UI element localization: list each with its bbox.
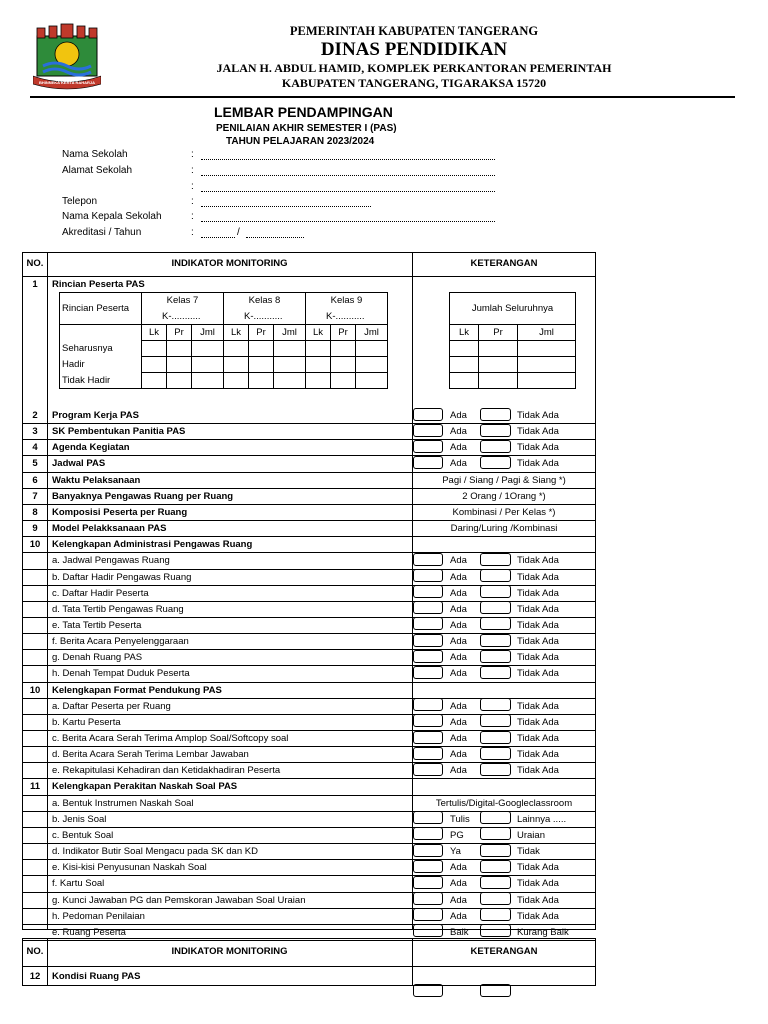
akreditasi-separator: / [237, 227, 240, 238]
checkbox-option-2[interactable] [480, 424, 511, 437]
checkbox-option-1[interactable] [413, 634, 443, 647]
indicator-label: a. Daftar Peserta per Ruang [52, 700, 171, 712]
option-2-label: Tidak Ada [517, 878, 559, 890]
option-1-label: Ada [450, 555, 467, 567]
checkbox-option-2[interactable] [480, 924, 511, 937]
checkbox-option-2[interactable] [480, 408, 511, 421]
cell[interactable] [274, 357, 306, 373]
cell[interactable] [306, 357, 331, 373]
indicator-label: b. Jenis Soal [52, 813, 107, 825]
rincian-title: Rincian Peserta PAS [52, 279, 145, 290]
alamat-sekolah-field[interactable] [201, 168, 495, 176]
checkbox-option-1[interactable] [413, 585, 443, 598]
kelas-9-k[interactable]: K-........... [306, 309, 388, 325]
option-1-label: Ada [450, 458, 467, 470]
option-2-label: Uraian [517, 829, 545, 841]
checkbox-option-1[interactable] [413, 569, 443, 582]
cell[interactable] [479, 341, 518, 357]
indicator-label: Agenda Kegiatan [52, 442, 130, 454]
row-divider [22, 778, 596, 779]
checkbox-option-1[interactable] [413, 731, 443, 744]
indicator-label: Komposisi Peserta per Ruang [52, 506, 188, 518]
indicator-label: d. Tata Tertib Pengawas Ruang [52, 603, 184, 615]
checkbox-option-2[interactable] [480, 585, 511, 598]
option-1-label: Ada [450, 700, 467, 712]
col-header-keterangan: KETERANGAN [470, 946, 538, 957]
header-address-1: JALAN H. ABDUL HAMID, KOMPLEK PERKANTORAN PEMERINTAH [216, 61, 612, 75]
indicator-label: Kelengkapan Administrasi Pengawas Ruang [52, 539, 253, 551]
option-2-label: Tidak Ada [517, 603, 559, 615]
option-2-label: Kurang Baik [517, 926, 569, 938]
option-2-label: Tidak Ada [517, 652, 559, 664]
option-1-label: Ada [450, 765, 467, 777]
cell[interactable] [249, 357, 274, 373]
indicator-label: Model Pelakksanaan PAS [52, 523, 167, 535]
cell[interactable] [306, 373, 331, 389]
sub-lk: Lk [224, 325, 249, 341]
option-1-label: Ada [450, 749, 467, 761]
cell[interactable] [167, 373, 192, 389]
row-divider [22, 682, 596, 683]
item-number: 6 [32, 474, 38, 486]
indicator-label: e. Rekapitulasi Kehadiran dan Ketidakhadiran Peserta [52, 765, 281, 777]
option-1-label: Ada [450, 571, 467, 583]
rincian-peserta-label: Rincian Peserta [60, 293, 142, 325]
cell[interactable] [356, 341, 388, 357]
telepon-field[interactable] [201, 199, 371, 207]
checkbox-option-1[interactable] [413, 714, 443, 727]
checkbox-option-2[interactable] [480, 569, 511, 582]
indicator-label: c. Daftar Hadir Peserta [52, 587, 149, 599]
option-2-label: Tidak Ada [517, 571, 559, 583]
option-2-label: Tidak Ada [517, 458, 559, 470]
sub-jml: Jml [518, 325, 576, 341]
option-1-label: Ada [450, 442, 467, 454]
option-2-label: Tidak Ada [517, 555, 559, 567]
col-header-indikator: INDIKATOR MONITORING [171, 258, 288, 269]
indicator-label: c. Bentuk Soal [52, 829, 114, 841]
row-divider [22, 520, 596, 521]
indicator-label: b. Kartu Peserta [52, 716, 121, 728]
option-1-label: Ada [450, 619, 467, 631]
item-number: 10 [29, 539, 41, 551]
option-1-label: Baik [450, 926, 469, 938]
divider [22, 966, 596, 967]
item-number: 4 [32, 442, 38, 454]
indicator-label: e. Kisi-kisi Penyusunan Naskah Soal [52, 862, 207, 874]
option-2-label: Tidak Ada [517, 862, 559, 874]
item-number: 9 [32, 523, 38, 535]
sub-jml: Jml [274, 325, 306, 341]
col-header-no: NO. [26, 258, 44, 269]
checkbox-option-1[interactable] [413, 698, 443, 711]
cell[interactable] [142, 373, 167, 389]
checkbox-option-2[interactable] [480, 617, 511, 630]
indicator-label: Program Kerja PAS [52, 410, 139, 421]
checkbox-option-1[interactable] [413, 747, 443, 760]
checkbox-option-2[interactable] [480, 844, 511, 857]
header-rule [30, 96, 735, 98]
option-1-label: Ada [450, 910, 467, 922]
sub-jml: Jml [192, 325, 224, 341]
checkbox-option-2[interactable] [480, 747, 511, 760]
option-1-label: Ada [450, 878, 467, 890]
checkbox-option-1[interactable] [413, 617, 443, 630]
cell[interactable] [356, 373, 388, 389]
indicator-label: g. Kunci Jawaban PG dan Pemskoran Jawaban Soal Uraian [52, 894, 306, 906]
indicator-label: Banyaknya Pengawas Ruang per Ruang [52, 490, 234, 502]
indicator-label: f. Berita Acara Penyelenggaraan [52, 636, 189, 648]
option-2-label: Tidak Ada [517, 426, 559, 438]
colon: : [191, 211, 194, 222]
checkbox-option-2[interactable] [480, 601, 511, 614]
checkbox-option-2[interactable] [480, 811, 511, 824]
header-address-2: KABUPATEN TANGERANG, TIGARAKSA 15720 [281, 76, 547, 90]
item-number: 5 [32, 458, 38, 470]
document-year: TAHUN PELAJARAN 2023/2024 [226, 136, 375, 147]
cell[interactable] [306, 341, 331, 357]
checkbox-option-2[interactable] [480, 666, 511, 679]
cell[interactable] [450, 373, 479, 389]
label-telepon: Telepon [62, 196, 98, 207]
indicator-label: Jadwal PAS [52, 458, 106, 470]
kelas-7-k[interactable]: K-........... [142, 309, 224, 325]
option-1-label: Ada [450, 862, 467, 874]
cell[interactable] [450, 341, 479, 357]
indicator-label: Kelengkapan Format Pendukung PAS [52, 684, 222, 696]
option-1-label: Ada [450, 426, 467, 438]
checkbox-option-1[interactable] [413, 601, 443, 614]
col-header-indikator: INDIKATOR MONITORING [171, 946, 288, 957]
option-1-label: PG [450, 829, 464, 841]
option-2-label: Tidak Ada [517, 716, 559, 728]
option-1-label: Ada [450, 587, 467, 599]
col-header-no: NO. [26, 946, 44, 957]
cell[interactable] [450, 357, 479, 373]
checkbox-option-2[interactable] [480, 827, 511, 840]
indicator-label: c. Berita Acara Serah Terima Amplop Soal/Softcopy soal [52, 733, 289, 744]
label-akreditasi: Akreditasi / Tahun [62, 227, 142, 238]
document-subtitle: PENILAIAN AKHIR SEMESTER I (PAS) [216, 123, 397, 134]
sub-pr: Pr [479, 325, 518, 341]
item-number: 12 [29, 971, 41, 982]
checkbox-option-1[interactable] [413, 424, 443, 437]
item-number: 8 [32, 506, 38, 518]
cell[interactable] [249, 373, 274, 389]
keterangan-choice: Kombinasi / Per Kelas *) [452, 506, 556, 518]
checkbox-option-1[interactable] [413, 440, 443, 453]
checkbox-option-1[interactable] [413, 924, 443, 937]
item-number: 3 [32, 426, 38, 438]
checkbox-option-1[interactable] [413, 892, 443, 905]
cell[interactable] [192, 357, 224, 373]
keterangan-choice: Daring/Luring /Kombinasi [450, 523, 558, 535]
indicator-label: g. Denah Ruang PAS [52, 652, 143, 664]
item-number: 10 [29, 684, 41, 696]
option-1-label: Ada [450, 733, 467, 744]
colon: : [191, 196, 194, 207]
checkbox-option-2[interactable] [480, 731, 511, 744]
checkbox-option-2[interactable] [480, 908, 511, 921]
sub-pr: Pr [167, 325, 192, 341]
row-divider [22, 504, 596, 505]
option-2-label: Tidak Ada [517, 410, 559, 421]
sub-lk: Lk [142, 325, 167, 341]
checkbox-option-1[interactable] [413, 860, 443, 873]
colon: : [191, 149, 194, 160]
indicator-label: h. Denah Tempat Duduk Peserta [52, 668, 190, 680]
option-1-label: Tulis [450, 813, 470, 825]
cell[interactable] [479, 373, 518, 389]
item-number: 7 [32, 490, 38, 502]
row-hadir: Hadir [60, 357, 142, 373]
checkbox-option-2[interactable] [480, 650, 511, 663]
indicator-label: e. Tata Tertib Peserta [52, 619, 142, 631]
indicator-label: Waktu Pelaksanaan [52, 474, 141, 486]
option-1-label: Ada [450, 716, 467, 728]
colon: : [191, 165, 194, 176]
col-header-keterangan: KETERANGAN [470, 258, 538, 269]
jumlah-seluruhnya-table [449, 292, 576, 389]
cell[interactable] [142, 357, 167, 373]
indicator-label: a. Bentuk Instrumen Naskah Soal [52, 797, 194, 809]
checkbox-option-1[interactable] [413, 876, 443, 889]
cell[interactable] [274, 373, 306, 389]
cell[interactable] [224, 341, 249, 357]
checkbox-option-1[interactable] [413, 844, 443, 857]
option-2-label: Tidak Ada [517, 442, 559, 454]
akreditasi-field[interactable] [201, 230, 235, 238]
sub-pr: Pr [249, 325, 274, 341]
indicator-label: h. Pedoman Penilaian [52, 910, 145, 922]
kepala-sekolah-field[interactable] [201, 214, 495, 222]
option-1-label: Ada [450, 603, 467, 615]
divider [22, 276, 596, 277]
row-divider [22, 795, 596, 796]
indicator-label: e. Ruang Peserta [52, 926, 126, 938]
checkbox-option-1[interactable] [413, 666, 443, 679]
sub-pr: Pr [331, 325, 356, 341]
checkbox-option-1[interactable] [413, 811, 443, 824]
checkbox-option-1[interactable] [413, 553, 443, 566]
tahun-field[interactable] [246, 230, 304, 238]
option-2-label: Tidak Ada [517, 700, 559, 712]
cell[interactable] [167, 357, 192, 373]
option-2-label: Tidak Ada [517, 765, 559, 777]
checkbox-option-2[interactable] [480, 714, 511, 727]
cell[interactable] [356, 357, 388, 373]
option-2-label: Tidak Ada [517, 910, 559, 922]
checkbox-option-2[interactable] [480, 763, 511, 776]
checkbox-option-2[interactable] [480, 892, 511, 905]
option-2-label: Tidak Ada [517, 636, 559, 648]
indicator-label: d. Indikator Butir Soal Mengacu pada SK dan KD [52, 846, 258, 858]
cell[interactable] [224, 357, 249, 373]
document-title: LEMBAR PENDAMPINGAN [214, 104, 393, 120]
kondisi-ruang-title: Kondisi Ruang PAS [52, 971, 141, 982]
colon: : [191, 181, 194, 192]
kelas-7-header: Kelas 7 [142, 293, 224, 309]
logo-motto: BHINNEKA KERTA RAHARJA [38, 80, 96, 85]
checkbox-option-2[interactable] [480, 876, 511, 889]
option-2-label: Tidak Ada [517, 749, 559, 761]
keterangan-choice: 2 Orang / 1Orang *) [462, 490, 546, 502]
option-2-label: Tidak Ada [517, 619, 559, 631]
item-number: 1 [32, 279, 38, 290]
checkbox[interactable] [480, 984, 511, 997]
indicator-label: b. Daftar Hadir Pengawas Ruang [52, 571, 192, 583]
kelas-8-header: Kelas 8 [224, 293, 306, 309]
indicator-label: SK Pembentukan Panitia PAS [52, 426, 186, 438]
header-agency: DINAS PENDIDIKAN [320, 39, 508, 60]
row-divider [22, 472, 596, 473]
checkbox-option-2[interactable] [480, 440, 511, 453]
option-2-label: Tidak Ada [517, 587, 559, 599]
sub-jml: Jml [356, 325, 388, 341]
alamat-sekolah-field-2[interactable] [201, 184, 495, 192]
cell[interactable] [142, 341, 167, 357]
colon: : [191, 227, 194, 238]
cell[interactable] [192, 373, 224, 389]
rincian-peserta-table [59, 292, 388, 389]
cell[interactable] [331, 373, 356, 389]
option-1-label: Ada [450, 894, 467, 906]
indicator-label: Kelengkapan Perakitan Naskah Soal PAS [52, 781, 238, 793]
option-2-label: Tidak Ada [517, 668, 559, 680]
cell[interactable] [518, 357, 576, 373]
checkbox-option-2[interactable] [480, 634, 511, 647]
checkbox-option-2[interactable] [480, 553, 511, 566]
indicator-label: a. Jadwal Pengawas Ruang [52, 555, 170, 567]
row-seharusnya: Seharusnya [60, 341, 142, 357]
label-alamat-sekolah: Alamat Sekolah [62, 165, 133, 176]
checkbox-option-2[interactable] [480, 860, 511, 873]
header-government: PEMERINTAH KABUPATEN TANGERANG [289, 24, 539, 38]
checkbox-option-1[interactable] [413, 908, 443, 921]
nama-sekolah-field[interactable] [201, 152, 495, 160]
option-1-label: Ya [450, 846, 461, 858]
checkbox-option-1[interactable] [413, 408, 443, 421]
cell[interactable] [518, 341, 576, 357]
cell[interactable] [479, 357, 518, 373]
kelas-9-header: Kelas 9 [306, 293, 388, 309]
checkbox-option-2[interactable] [480, 456, 511, 469]
option-1-label: Ada [450, 636, 467, 648]
option-2-label: Tidak Ada [517, 894, 559, 906]
option-2-label: Lainnya ..... [517, 813, 567, 825]
option-1-label: Ada [450, 410, 467, 421]
cell[interactable] [331, 341, 356, 357]
cell[interactable] [331, 357, 356, 373]
indicator-label: d. Berita Acara Serah Terima Lembar Jawaban [52, 749, 249, 761]
row-divider [22, 536, 596, 537]
kelas-8-k[interactable]: K-........... [224, 309, 306, 325]
cell[interactable] [274, 341, 306, 357]
cell[interactable] [249, 341, 274, 357]
keterangan-choice: Tertulis/Digital-Googleclassroom [435, 797, 573, 809]
jumlah-header: Jumlah Seluruhnya [450, 293, 576, 325]
option-2-label: Tidak [517, 846, 540, 858]
keterangan-choice: Pagi / Siang / Pagi & Siang *) [442, 474, 566, 486]
label-nama-sekolah: Nama Sekolah [62, 149, 128, 160]
item-number: 2 [32, 410, 38, 421]
row-tidak-hadir: Tidak Hadir [60, 373, 142, 389]
option-1-label: Ada [450, 652, 467, 664]
option-2-label: Tidak Ada [517, 733, 559, 744]
sub-lk: Lk [306, 325, 331, 341]
checkbox-option-1[interactable] [413, 650, 443, 663]
option-1-label: Ada [450, 668, 467, 680]
item-number: 11 [29, 781, 41, 793]
row-divider [22, 488, 596, 489]
cell[interactable] [224, 373, 249, 389]
cell[interactable] [192, 341, 224, 357]
divider [47, 252, 48, 930]
sub-lk: Lk [450, 325, 479, 341]
indicator-label: f. Kartu Soal [52, 878, 105, 890]
checkbox-option-1[interactable] [413, 827, 443, 840]
checkbox-option-1[interactable] [413, 763, 443, 776]
checkbox-option-1[interactable] [413, 456, 443, 469]
label-kepala-sekolah: Nama Kepala Sekolah [62, 211, 162, 222]
checkbox-option-2[interactable] [480, 698, 511, 711]
cell[interactable] [167, 341, 192, 357]
checkbox[interactable] [413, 984, 443, 997]
cell[interactable] [518, 373, 576, 389]
